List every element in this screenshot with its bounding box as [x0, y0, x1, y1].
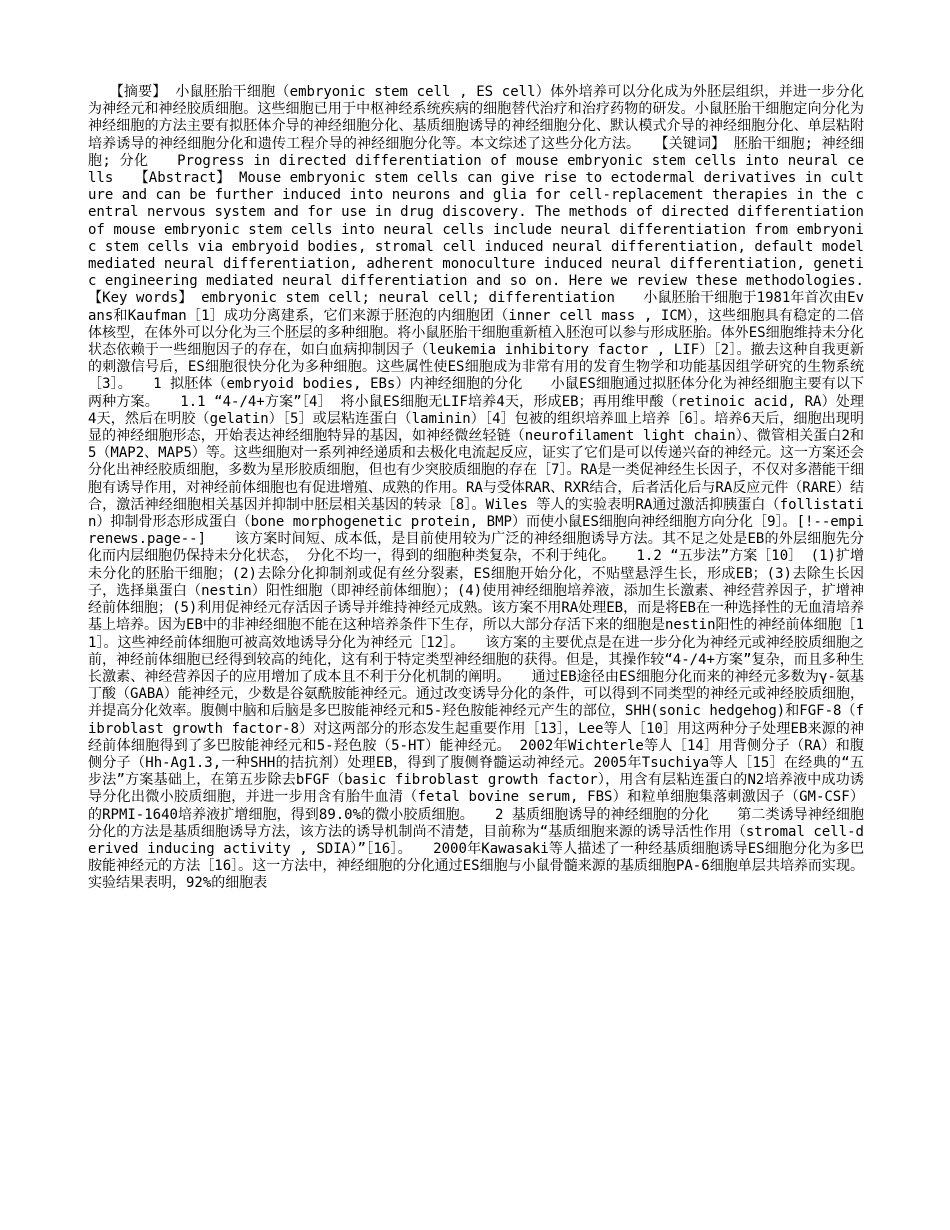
section-1-intro: 小鼠ES细胞通过拟胚体分化为神经细胞主要有以下两种方案。: [88, 376, 864, 410]
section-1-1-paragraph: 该方案时间短、成本低，是目前使用较为广泛的神经细胞诱导方法。其不足之处是EB的外层细胞先分化而内层细胞仍保持未分化状态， 分化不均一，得到的细胞种类复杂，不利于纯化。: [88, 531, 864, 565]
abstract-en: 【Abstract】 Mouse embryonic stem cells can give rise to ectodermal derivatives in culture and can be further induced into neurons and glia for cell-replacement therapies in the central nervous system and for use in drug discovery. The methods of directed differentiation of mouse embryonic stem cells into neural cells include neural differentiation from embryonic stem cells via embryoid bodies, stromal cell induced neural differentiation, default model mediated neural differentiation, adherent monoculture induced neural differentiation, genetic engineering mediated neural differentiation and so on. Here we review these methodologies.: [88, 170, 873, 290]
article-body: [88, 84, 892, 893]
section-2-paragraph: 第二类诱导神经细胞分化的方法是基质细胞诱导方法，该方法的诱导机制尚不清楚，目前称为“基质细胞来源的诱导活性作用（stromal cell-derived inducing activity , SDIA）”［16］。: [88, 806, 864, 857]
keywords-cn: 【关键词】 胚胎干细胞; 神经细胞; 分化: [88, 135, 864, 169]
section-2-paragraph: 2000年Kawasaki等人描述了一种经基质细胞诱导ES细胞分化为多巴胺能神经元的方法［16］。这一方法中，神经细胞的分化通过ES细胞与小鼠骨髓来源的基质细胞PA-6细胞单层共培养而实现。实验结果表明，92%的细胞表: [88, 840, 864, 892]
abstract-cn: 【摘要】 小鼠胚胎干细胞（embryonic stem cell , ES cell）体外培养可以分化成为外胚层组织，并进一步分化为神经元和神经胶质细胞。这些细胞已用于中枢神经系统疾病的细胞替代治疗和治疗药物的研发。小鼠胚胎干细胞定向分化为神经细胞的方法主要有拟胚体介导的神经细胞分化、基质细胞诱导的神经细胞分化、默认模式介导的神经细胞分化、单层粘附培养诱导的神经细胞分化和遗传工程介导的神经细胞分化等。本文综述了这些分化方法。: [88, 84, 864, 152]
section-1-2-paragraph: 1.2 “五步法”方案［10］ (1)扩增未分化的胚胎干细胞；(2)去除分化抑制剂或促有丝分裂素，ES细胞开始分化，不贴壁悬浮生长，形成EB；(3)去除生长因子，选择巢蛋白（nestin）阳性细胞（即神经前体细胞）；(4)使用神经细胞培养液，添加生长激素、神经营养因子，扩增神经前体细胞；(5)利用促神经元存活因子诱导并维持神经元成熟。该方案不用RA处理EB，而是将EB在一种选择性的无血清培养基上培养。因为EB中的非神经细胞不能在这种培养条件下生存，所以大部分存活下来的细胞是nestin阳性的神经前体细胞［11］。这些神经前体细胞可被高效地诱导分化为神经元［12］。: [88, 548, 864, 651]
keywords-en: 【Key words】 embryonic stem cell; neural cell; differentiation: [88, 273, 892, 307]
article-page: [88, 84, 892, 893]
section-1-heading: 1 拟胚体（embryoid bodies, EBs）内神经细胞的分化: [124, 376, 523, 393]
section-1-2-paragraph: 该方案的主要优点是在进一步分化为神经元或神经胶质细胞之前，神经前体细胞已经得到较高的纯化，这有利于特定类型神经细胞的获得。但是，其操作较“4-/4+方案”复杂，而且多种生长激素、神经营养因子的应用增加了成本且不利于分化机制的阐明。: [88, 634, 864, 685]
title-en: Progress in directed differentiation of mouse embryonic stem cells into neural cells: [88, 152, 864, 187]
intro-paragraph: 小鼠胚胎干细胞于1981年首次由Evans和Kaufman［1］成功分离建系，它们来源于胚泡的内细胞团（inner cell mass , ICM），这些细胞具有稳定的二倍体核型，在体外可以分化为三个胚层的多种细胞。将小鼠胚胎干细胞重新植入胚泡可以参与形成胚胎。体外ES细胞维持未分化状态依赖于一些细胞因子的存在，如白血病抑制因子（leukemia inhibitory factor , LIF）［2］。撤去这种自我更新的刺激信号后，ES细胞很快分化为多种细胞。这些属性使ES细胞成为非常有用的发育生物学和功能基因组学研究的生物系统［3］。: [88, 290, 865, 393]
section-1-2-paragraph: 通过EB途径由ES细胞分化而来的神经元多数为γ-氨基丁酸（GABA）能神经元，少数是谷氨酰胺能神经元。通过改变诱导分化的条件，可以得到不同类型的神经元或神经胶质细胞，并提高分化效率。腹侧中脑和后脑是多巴胺能神经元和5-羟色胺能神经元产生的部位，SHH(sonic hedgehog)和FGF-8（fibroblast growth factor-8）对这两部分的形态发生起重要作用［13］，Lee等人［10］用这两种分子处理EB来源的神经前体细胞得到了多巴胺能神经元和5-羟色胺（5-HT）能神经元。 2002年Wichterle等人［14］用背侧分子（RA）和腹侧分子（Hh-Ag1.3,一种SHH的拮抗剂）处理EB，得到了腹侧脊髓运动神经元。2005年Tsuchiya等人［15］在经典的“五步法”方案基础上，在第五步除去bFGF（basic fibroblast growth factor），用含有层粘连蛋白的N2培养液中成功诱导分化出微小胶质细胞，并进一步用含有胎牛血清（fetal bovine serum, FBS）和粒单细胞集落刺激因子（GM-CSF）的RPMI-1640培养液扩增细胞，得到89.0%的微小胶质细胞。: [88, 668, 865, 823]
section-1-1-paragraph: 1.1 “4-/4+方案”［4］ 将小鼠ES细胞无LIF培养4天，形成EB；再用维甲酸（retinoic acid, RA）处理4天，然后在明胶（gelatin）［5］或层粘连蛋白（laminin）［4］包被的组织培养皿上培养［6］。培养6天后，细胞出现明显的神经细胞形态，开始表达神经细胞特异的基因，如神经微丝轻链（neurofilament light chain）、微管相关蛋白2和5（MAP2、MAP5）等。这些细胞对一系列神经递质和去极化电流起反应，证实了它们是可以传递兴奋的神经元。这一方案还会分化出神经胶质细胞，多数为星形胶质细胞，但也有少突胶质细胞的存在［7］。RA是一类促神经生长因子，不仅对多潜能干细胞有诱导作用，对神经前体细胞也有促进增殖、成熟的作用。RA与受体RAR、RXR结合，后者活化后与RA反应元件（RARE）结合，激活神经细胞相关基因并抑制中胚层相关基因的转录［8］。Wiles 等人的实验表明RA通过激活抑胰蛋白（follistatin）抑制骨形态形成蛋白（bone morphogenetic protein, BMP）而使小鼠ES细胞向神经细胞方向分化［9］。[!--empirenews.page--]: [88, 393, 865, 548]
section-2-heading: 2 基质细胞诱导的神经细胞的分化: [466, 806, 710, 823]
